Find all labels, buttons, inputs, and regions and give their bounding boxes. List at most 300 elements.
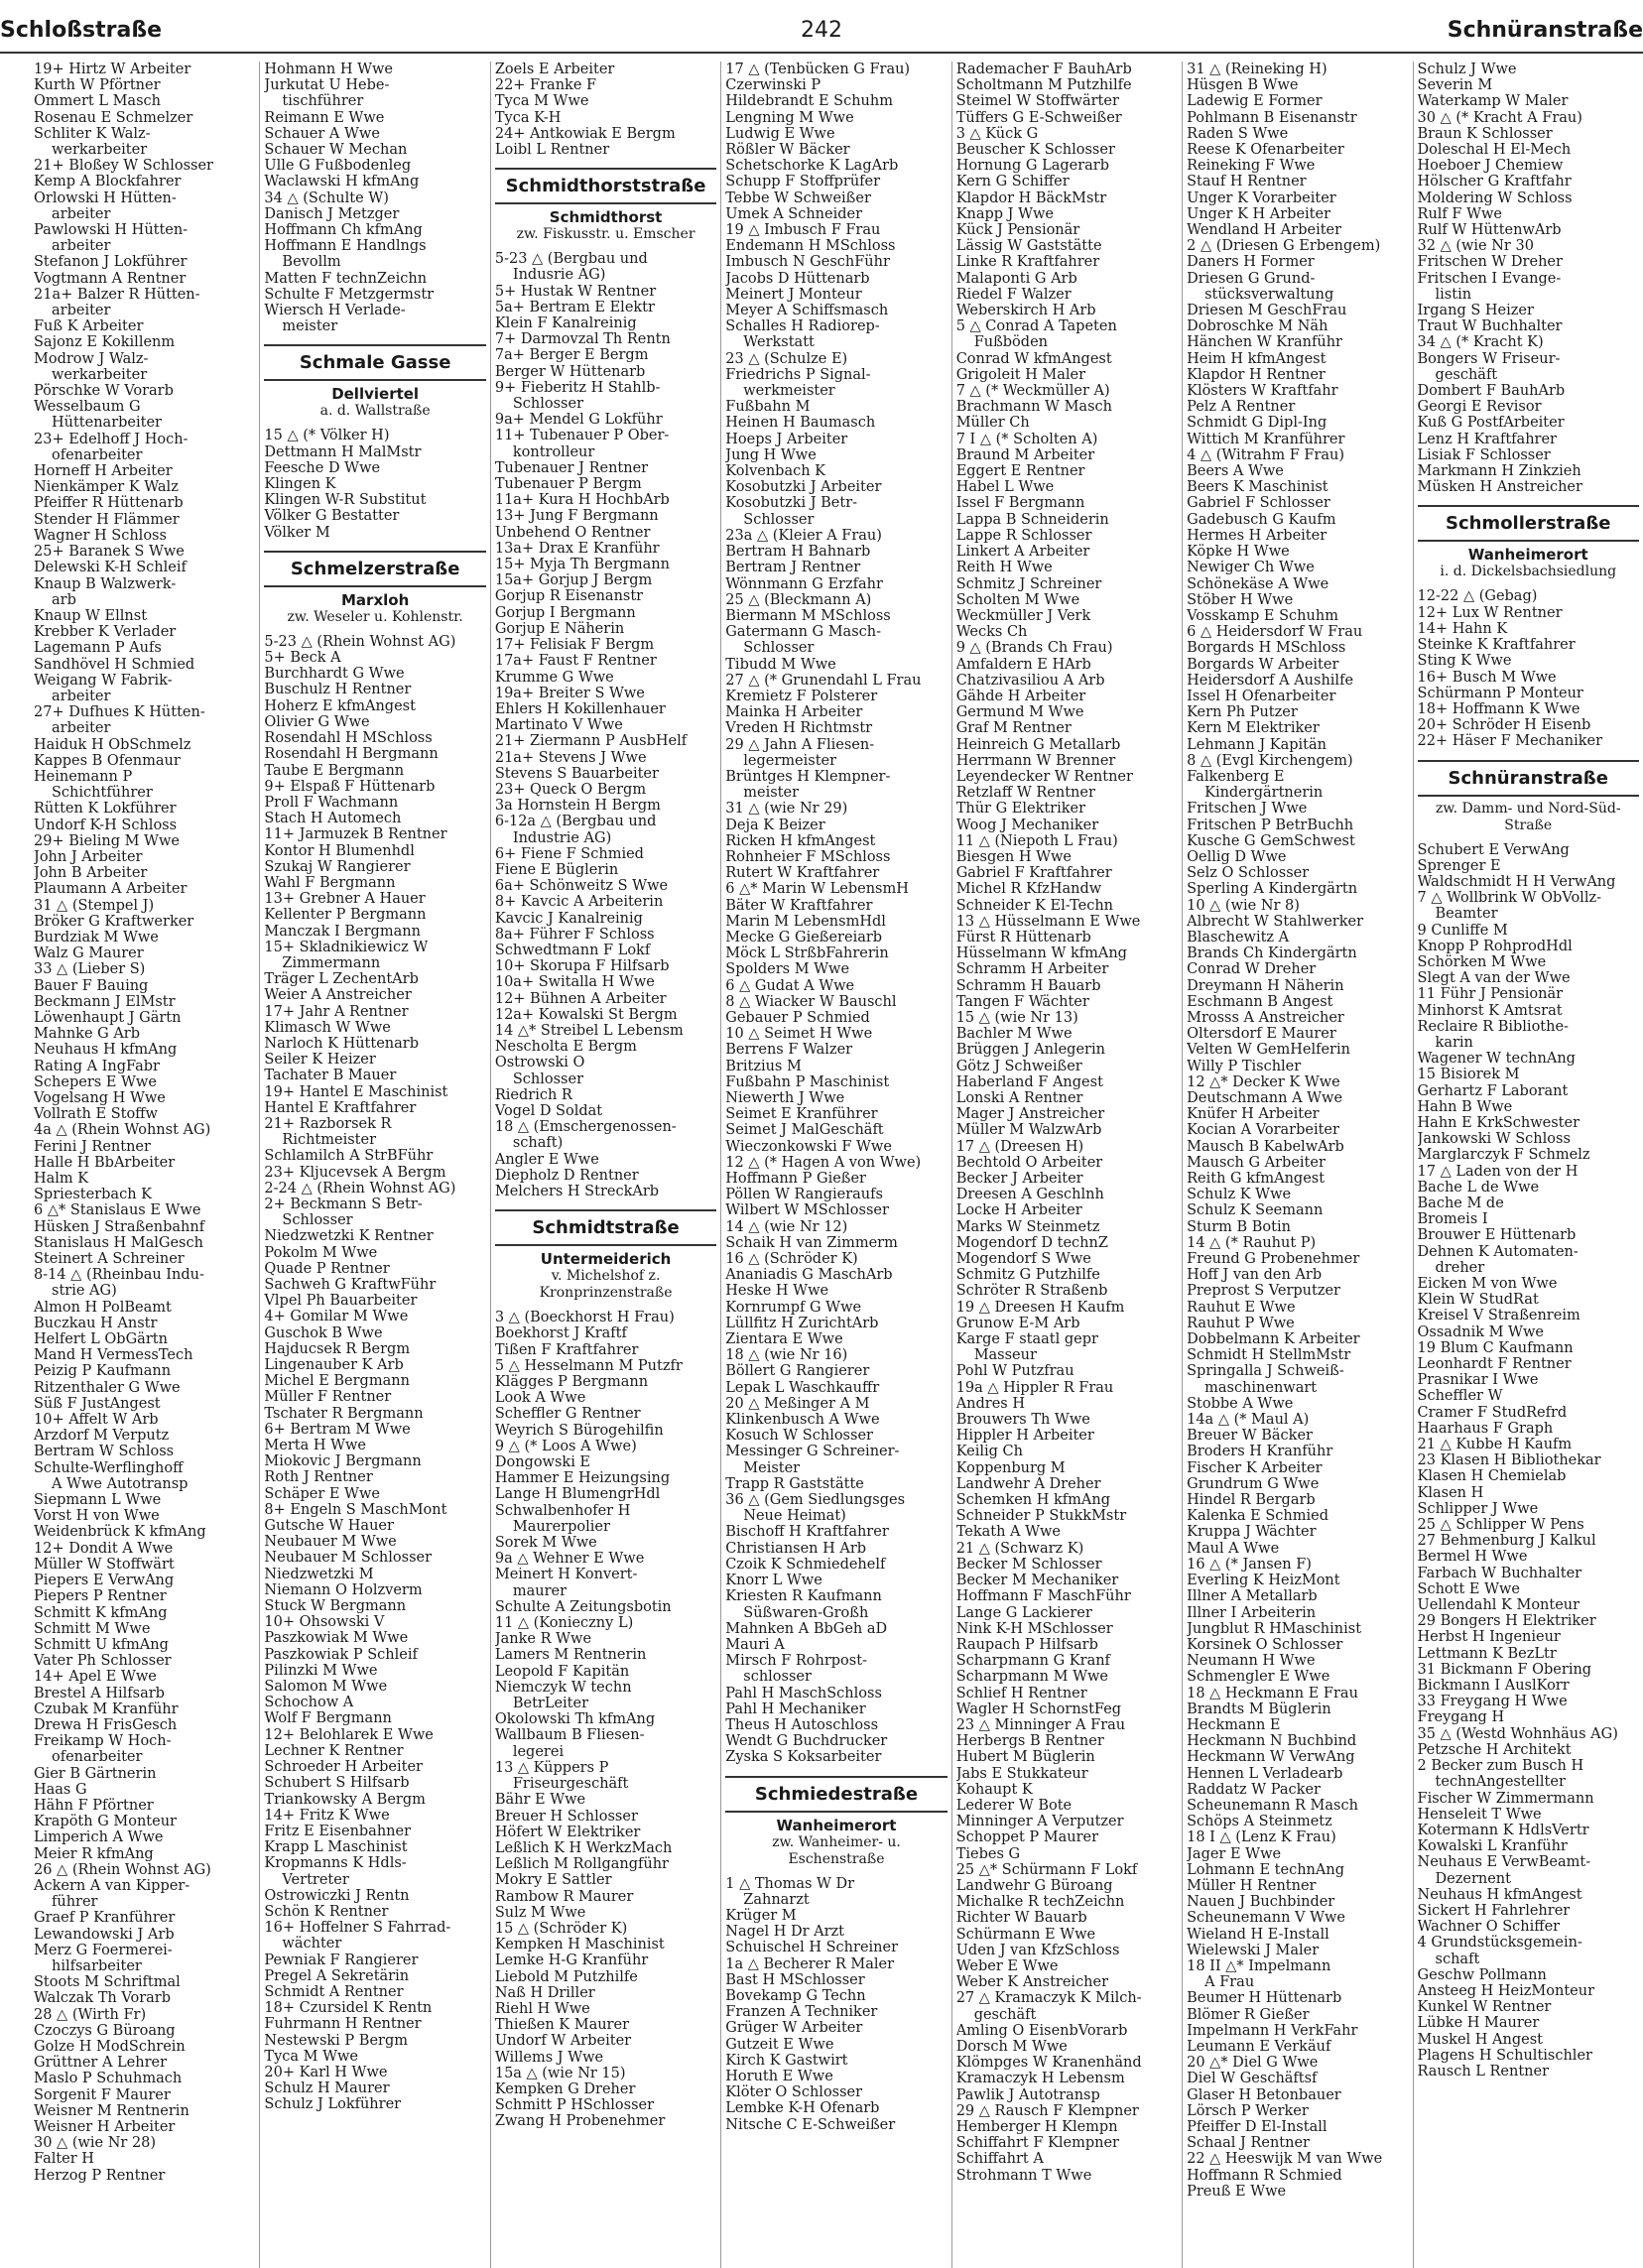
directory-entry: 13 △ Küppers P: [494, 1759, 609, 1776]
directory-entry: Fritschen W Dreher: [1417, 254, 1563, 271]
directory-entry: Ossadnik M Wwe: [1417, 1323, 1544, 1340]
directory-entry: Keilig Ch: [955, 1444, 1023, 1460]
directory-entry: Retzlaff W Rentner: [955, 785, 1095, 802]
directory-entry: Weber K Anstreicher: [955, 1974, 1109, 1991]
directory-entry: Klasen H Chemielab: [1417, 1468, 1567, 1485]
directory-entry-continuation: Vertreter: [282, 1871, 349, 1888]
directory-entry: 15a △ (wie Nr 15): [494, 2065, 626, 2081]
directory-entry: 17+ Jahr A Rentner: [264, 1003, 409, 1020]
directory-entry: Korsinek O Schlosser: [1187, 1636, 1343, 1653]
directory-entry: Dettmann H MalMstr: [264, 443, 422, 460]
directory-entry-continuation: werkarbeiter: [52, 366, 148, 383]
directory-entry: Müller Ch: [955, 415, 1030, 432]
directory-entry-continuation: Indusrie AG): [512, 267, 606, 284]
directory-entry-continuation: Fußböden: [973, 334, 1048, 351]
directory-entry: Rauhut E Wwe: [1187, 1299, 1296, 1316]
directory-entry: 6+ Fiene F Schmied: [494, 845, 644, 862]
directory-entry: Blömer R Gießer: [1187, 2006, 1310, 2023]
directory-entry: Leßlich K H WerkzMach: [494, 1839, 673, 1856]
directory-entry: Schaal J Rentner: [1187, 2135, 1310, 2152]
directory-entry: Oellig D Wwe: [1187, 848, 1287, 865]
directory-entry: Uellendahl K Monteur: [1417, 1597, 1580, 1614]
directory-entry: Rambow R Maurer: [494, 1888, 634, 1905]
directory-entry: Kosobutzki J Betr-: [725, 495, 858, 512]
directory-entry: 12+ Bühnen A Arbeiter: [494, 990, 667, 1007]
directory-entry: Almon H PolBeamt: [34, 1299, 172, 1316]
directory-entry: Vogelsang H Wwe: [34, 1090, 166, 1106]
street-heading: Schmelzerstraße: [264, 551, 485, 587]
directory-entry: Gähde H Arbeiter: [955, 688, 1086, 704]
directory-entry: Lingenauber K Arb: [264, 1357, 404, 1374]
directory-entry-continuation: Dezernent: [1435, 1870, 1511, 1887]
directory-entry: Borgards W Arbeiter: [1187, 656, 1339, 673]
directory-entry: Kern G Schiffer: [955, 174, 1070, 190]
directory-entry: John J Arbeiter: [34, 848, 143, 865]
directory-entry: Stuck W Bergmann: [264, 1598, 407, 1615]
directory-entry: 23 △ Minninger A Frau: [955, 1716, 1126, 1733]
directory-entry: Cramer F StudRefrd: [1417, 1404, 1568, 1421]
directory-entry: 25 △* Schürmann F Lokf: [955, 1861, 1138, 1878]
directory-entry: Völker M: [264, 524, 330, 541]
directory-entry: Delewski K-H Schleif: [34, 560, 187, 576]
directory-entry-continuation: arbeiter: [52, 303, 111, 319]
street-location: i. d. Dickelsbachsiedlung: [1440, 564, 1617, 580]
directory-entry: Vogel D Soldat: [494, 1102, 603, 1119]
directory-entry: Dehnen K Automaten-: [1417, 1243, 1579, 1260]
directory-entry: Brüntges H Klempner-: [725, 768, 891, 785]
directory-entry: Steimel W Stoffwärter: [955, 93, 1119, 110]
directory-entry: Hüsken J Straßenbahnf: [34, 1218, 205, 1235]
street-heading: Schmollerstraße: [1418, 505, 1639, 542]
directory-entry: Hindel R Bergarb: [1187, 1492, 1316, 1509]
directory-entry: Wagener W technAng: [1417, 1051, 1576, 1068]
directory-entry: Biesgen H Wwe: [955, 848, 1072, 865]
directory-entry: Kornrumpf G Wwe: [725, 1299, 862, 1316]
directory-entry-continuation: maschinenwart: [1204, 1379, 1318, 1396]
directory-entry: Schuischel H Schreiner: [725, 1940, 899, 1956]
directory-entry: Lonski A Rentner: [955, 1090, 1083, 1106]
directory-entry: Orlowski H Hütten-: [34, 189, 177, 206]
directory-entry: Knaup W Ellnst: [34, 607, 148, 624]
directory-entry: Berger W Hüttenarb: [494, 363, 646, 380]
directory-entry: Pahl H Mechaniker: [725, 1701, 866, 1717]
directory-entry: Richter W Bauarb: [955, 1910, 1087, 1927]
directory-entry: Lässig W Gaststätte: [955, 238, 1102, 255]
street-heading: Schmidtstraße: [495, 1209, 716, 1246]
directory-entry: Fritschen P BetrBuchh: [1187, 817, 1354, 833]
directory-entry: 10+ Affelt W Arb: [34, 1412, 159, 1429]
directory-entry: Szukaj W Rangierer: [264, 858, 411, 875]
directory-entry: Lange H BlumengrHdl: [494, 1486, 661, 1503]
directory-entry: Meinert H Konvert-: [494, 1567, 638, 1583]
directory-entry: Schauer W Mechan: [264, 142, 408, 159]
directory-entry: 30 △ (wie Nr 28): [34, 2135, 157, 2152]
directory-entry: Spriesterbach K: [34, 1187, 152, 1203]
directory-entry: 29 △ Rausch F Klempner: [955, 2102, 1139, 2119]
directory-entry: Friedrichs P Signal-: [725, 366, 871, 383]
directory-entry: Kern Ph Putzer: [1187, 704, 1298, 721]
directory-entry: Pawlik J Autotransp: [955, 2086, 1100, 2103]
directory-entry: Loibl L Rentner: [494, 142, 610, 159]
directory-entry: Klinkenbusch A Wwe: [725, 1412, 880, 1429]
directory-entry: Dobroschke M Näh: [1187, 318, 1328, 335]
directory-entry: Grüttner A Lehrer: [34, 2055, 168, 2072]
directory-entry: Feesche D Wwe: [264, 459, 381, 476]
directory-entry: Hubert M Büglerin: [955, 1749, 1095, 1766]
directory-entry: 21a+ Stevens J Wwe: [494, 749, 647, 766]
directory-entry: Rulf W HüttenwArb: [1417, 222, 1562, 239]
directory-entry: Schramm H Bauarb: [955, 977, 1101, 994]
directory-entry: Zwang H Probenehmer: [494, 2113, 666, 2130]
directory-entry: Ricken H kfmAngest: [725, 832, 876, 849]
directory-entry: Peizig P Kaufmann: [34, 1363, 172, 1380]
directory-entry: Hoffmann E Handlngs: [264, 238, 427, 255]
directory-entry: Neubauer M Wwe: [264, 1534, 397, 1551]
directory-entry: Look A Wwe: [494, 1390, 586, 1407]
directory-entry: 7+ Darmovzal Th Rentn: [494, 331, 671, 348]
directory-entry: Lisiak F Schlosser: [1417, 446, 1551, 463]
directory-entry-continuation: arbeiter: [52, 688, 111, 704]
directory-entry: Malaponti G Arb: [955, 270, 1077, 287]
directory-entry: Brouwers Th Wwe: [955, 1412, 1090, 1429]
directory-entry: Stoots M Schriftmal: [34, 1974, 181, 1991]
directory-entry: Schulte F Metzgermstr: [264, 286, 435, 303]
directory-entry: Seimet J MalGeschäft: [725, 1122, 884, 1139]
directory-entry: 5+ Hustak W Rentner: [494, 283, 657, 300]
directory-entry: 18+ Hoffmann K Wwe: [1417, 700, 1580, 717]
district-name: Wanheimerort: [1467, 546, 1588, 565]
directory-entry: 19+ Hirtz W Arbeiter: [34, 62, 191, 77]
directory-entry: Bromeis I: [1417, 1211, 1488, 1228]
directory-entry: Sturm B Botin: [1187, 1218, 1291, 1235]
directory-entry: Pohl W Putzfrau: [955, 1363, 1074, 1380]
directory-entry: 27+ Dufhues K Hütten-: [34, 704, 205, 721]
directory-entry: Tyca M Wwe: [494, 93, 589, 110]
directory-entry: 21+ Ziermann P AusbHelf: [494, 733, 688, 750]
directory-entry: 8 △ (Evgl Kirchengem): [1187, 752, 1353, 769]
directory-entry: Bermel H Wwe: [1417, 1549, 1528, 1566]
directory-entry: Wolf F Bergmann: [264, 1710, 392, 1727]
directory-entry: Brandts M Büglerin: [1187, 1701, 1331, 1717]
directory-entry: Schulz K Wwe: [1187, 1187, 1292, 1203]
directory-entry: 10+ Ohsowski V: [264, 1614, 385, 1631]
directory-entry: 22+ Franke F: [494, 77, 597, 94]
directory-entry: Zientara E Wwe: [725, 1331, 843, 1348]
directory-entry: 5 △ Hesselmann M Putzfr: [494, 1357, 683, 1374]
directory-entry: Borgards H MSchloss: [1187, 640, 1346, 657]
directory-entry: Piepers P Rentner: [34, 1588, 167, 1605]
directory-entry-continuation: Schlosser: [282, 1212, 353, 1229]
directory-entry: Dreesen A Geschlnh: [955, 1187, 1104, 1203]
directory-entry: Buczkau H Anstr: [34, 1315, 158, 1331]
directory-entry: Jabs E Stukkateur: [955, 1765, 1088, 1782]
directory-entry-continuation: Schlosser: [512, 396, 583, 413]
directory-entry: Miokovic J Bergmann: [264, 1453, 422, 1470]
directory-entry: Linke R Kraftfahrer: [955, 254, 1100, 271]
directory-entry: Unger K H Arbeiter: [1187, 205, 1331, 222]
directory-entry: Schürmann E Wwe: [955, 1926, 1096, 1943]
directory-entry: Eicken M von Wwe: [1417, 1276, 1558, 1292]
directory-entry: Amling O EisenbVorarb: [955, 2022, 1128, 2039]
directory-entry: Mahnke G Arb: [34, 1026, 141, 1043]
directory-entry: 21a+ Balzer R Hütten-: [34, 286, 200, 303]
directory-entry: Stender H Flämmer: [34, 511, 180, 528]
directory-entry: Schröter R Straßenb: [955, 1283, 1108, 1300]
directory-entry: 23+ Kljucevsek A Bergm: [264, 1164, 446, 1181]
directory-entry: Conrad W kfmAngest: [955, 350, 1112, 367]
directory-entry: Schmidt A Rentner: [264, 1983, 404, 2000]
header-rule: [0, 52, 1643, 54]
street-location: zw. Damm- und Nord-Süd-Straße: [1435, 800, 1621, 833]
directory-entry: 9+ Elspaß F Hüttenarb: [264, 778, 436, 795]
directory-entry: Träger L ZechentArb: [264, 971, 419, 988]
directory-entry: Jacobs D Hüttenarb: [725, 270, 870, 287]
directory-entry: Steinert A Schreiner: [34, 1251, 185, 1268]
directory-entry: 36 △ (Gem Siedlungsges: [725, 1492, 906, 1509]
directory-entry-continuation: A Frau: [1204, 1974, 1255, 1991]
directory-entry: Koppenburg M: [955, 1459, 1066, 1476]
directory-entry: Hahn B Wwe: [1417, 1098, 1513, 1115]
directory-entry: Falkenberg E: [1187, 768, 1285, 785]
directory-entry: Willy P Tischler: [1187, 1058, 1302, 1074]
directory-entry: Hennen L Verladearb: [1187, 1765, 1343, 1782]
directory-entry: 4 △ (Witrahm F Frau): [1187, 446, 1345, 463]
directory-entry: 13+ Grebner A Hauer: [264, 891, 426, 908]
directory-entry: Czoik K Schmiedehelf: [725, 1556, 886, 1573]
directory-entry: Danisch J Metzger: [264, 205, 400, 222]
page-number: 242: [801, 18, 842, 43]
directory-entry: Haarhaus F Graph: [1417, 1420, 1554, 1437]
directory-entry: Franzen A Techniker: [725, 2004, 878, 2021]
directory-entry: Halm K: [34, 1171, 89, 1188]
directory-entry: 22 △ Heeswijk M van Wwe: [1187, 2151, 1383, 2168]
directory-entry: 18 △ (wie Nr 16): [725, 1347, 848, 1364]
directory-entry: Bachler M Wwe: [955, 1026, 1073, 1043]
directory-entry: 6 △* Marin W LebensmH: [725, 881, 909, 898]
directory-entry: Schürmann P Monteur: [1417, 685, 1583, 701]
directory-entry: 12+ Belohlarek E Wwe: [264, 1726, 434, 1743]
directory-entry: 8+ Engeln S MaschMont: [264, 1501, 447, 1518]
directory-entry: Krüger M: [725, 1907, 797, 1924]
directory-entry: 20+ Karl H Wwe: [264, 2064, 388, 2080]
directory-entry: Petzsche H Architekt: [1417, 1741, 1572, 1758]
directory-entry-continuation: legermeister: [743, 752, 837, 769]
directory-entry-continuation: Richtmeister: [282, 1132, 377, 1149]
directory-entry: 12+ Lux W Rentner: [1417, 604, 1563, 621]
directory-entry: Brestel A Hilfsarb: [34, 1685, 165, 1701]
directory-entry: Hahn E KrkSchwester: [1417, 1114, 1580, 1131]
directory-entry: Woog J Mechaniker: [955, 817, 1099, 833]
directory-entry: 25 △ Schlipper W Pens: [1417, 1517, 1584, 1534]
directory-entry: Müller H Rentner: [1187, 1877, 1317, 1894]
directory-entry: Stefanon J Lokführer: [34, 254, 188, 271]
directory-entry: 28 △ (Wirth Fr): [34, 2006, 147, 2023]
directory-entry: Bertram W Schloss: [34, 1444, 175, 1460]
directory-entry: 5+ Beck A: [264, 650, 341, 667]
directory-entry: 13a+ Drax E Kranführ: [494, 540, 660, 557]
directory-entry: Tißen F Kraftfahrer: [494, 1341, 639, 1358]
directory-entry: Fürst R Hüttenarb: [955, 929, 1091, 945]
directory-entry: 5 △ Conrad A Tapeten: [955, 318, 1117, 335]
directory-entry: Klapdor H Rentner: [1187, 366, 1326, 383]
directory-entry: Rulf F Wwe: [1417, 205, 1502, 222]
directory-entry: Leumann E Verkäuf: [1187, 2038, 1331, 2055]
directory-entry: 7 I △ (* Scholten A): [955, 431, 1098, 447]
directory-entry-continuation: Hüttenarbeiter: [52, 415, 162, 432]
directory-entry: 1a △ Becherer R Maler: [725, 1955, 895, 1972]
directory-entry: 5-23 △ (Rhein Wohnst AG): [264, 633, 456, 650]
directory-entry: 15 △ (Schröder K): [494, 1920, 628, 1937]
directory-entry: Martinato V Wwe: [494, 717, 623, 734]
directory-entry: Grunow E-M Arb: [955, 1315, 1080, 1331]
directory-entry: Möck L StrßbFahrerin: [725, 945, 889, 962]
directory-entry: 4+ Gomilar M Wwe: [264, 1309, 409, 1325]
directory-entry: Helfert L ObGärtn: [34, 1331, 168, 1348]
district-name: Untermeiderich: [540, 1250, 672, 1269]
directory-entry: 8a+ Führer F Schloss: [494, 926, 655, 943]
directory-entry: 12-22 △ (Gebag): [1417, 588, 1538, 605]
directory-entry: Conrad W Dreher: [1187, 961, 1317, 978]
directory-entry: Stanislaus H MalGesch: [34, 1234, 203, 1251]
directory-entry: Reith G kfmAngest: [1187, 1171, 1326, 1188]
directory-entry: Triankowsky A Bergm: [264, 1791, 426, 1808]
directory-entry: Freygang H: [1417, 1709, 1505, 1726]
directory-entry: Dreymann H Näherin: [1187, 977, 1344, 994]
directory-entry: Falter H: [34, 2151, 94, 2168]
directory-entry: Burdziak M Wwe: [34, 929, 159, 945]
directory-entry: Lettmann K BezLtr: [1417, 1645, 1557, 1662]
directory-entry: 31 △ (Reineking H): [1187, 62, 1327, 77]
directory-entry: Herzog P Rentner: [34, 2167, 166, 2184]
directory-entry: Hornung G Lagerarb: [955, 158, 1110, 175]
directory-entry: Scholtmann M Putzhilfe: [955, 77, 1132, 94]
directory-entry: 16+ Busch M Wwe: [1417, 669, 1557, 686]
directory-entry: 23+ Queck O Bergm: [494, 781, 647, 798]
directory-entry: Klein F Kanalreinig: [494, 315, 637, 332]
directory-entry: Kalenka E Schmied: [1187, 1508, 1329, 1525]
directory-entry: 11+ Tubenauer P Ober-: [494, 428, 670, 444]
directory-entry: 23 △ (Schulze E): [725, 350, 848, 367]
directory-entry: 21 △ Kubbe H Kaufm: [1417, 1437, 1573, 1453]
directory-entry: Lamers M Rentnerin: [494, 1647, 647, 1664]
directory-entry: Rutert W Kraftfahrer: [725, 865, 880, 882]
directory-entry: Schulz J Wwe: [1417, 62, 1517, 77]
directory-entry: Wönnmann G Erzfahr: [725, 575, 883, 592]
directory-entry: Heinreich G Metallarb: [955, 736, 1121, 753]
directory-entry: Schiffahrt F Klempner: [955, 2135, 1119, 2152]
directory-entry: Tubenauer P Bergm: [494, 476, 642, 493]
directory-entry: Vreden H Richtmstr: [725, 720, 873, 737]
directory-entry: Siepmann L Wwe: [34, 1492, 162, 1509]
directory-entry: Rütten K Lokführer: [34, 801, 177, 818]
directory-entry: 31 Bickmann F Obering: [1417, 1661, 1592, 1678]
directory-entry: Haiduk H ObSchmelz: [34, 736, 191, 753]
directory-entry: Hüsselmann W kfmAng: [955, 945, 1127, 962]
directory-entry: Lübke H Maurer: [1417, 2015, 1540, 2032]
directory-entry: Lederer W Bote: [955, 1797, 1073, 1814]
directory-entry: Heckmann W VerwAng: [1187, 1749, 1355, 1766]
directory-entry: Beckmann J ElMstr: [34, 993, 176, 1010]
directory-entry: Seiler K Heizer: [264, 1052, 376, 1069]
directory-entry-continuation: BetrLeiter: [512, 1696, 589, 1712]
directory-entry: 11 △ (Konieczny L): [494, 1615, 634, 1632]
directory-entry: Germund M Wwe: [955, 704, 1084, 721]
directory-entry: Tiebes G: [955, 1845, 1021, 1862]
directory-entry: Nescholta E Bergm: [494, 1039, 637, 1056]
directory-entry: Tangen F Wächter: [955, 993, 1089, 1010]
directory-entry: Scheunemann V Wwe: [1187, 1910, 1345, 1927]
directory-entry-continuation: führer: [52, 1894, 98, 1911]
directory-entry: Piepers E VerwAng: [34, 1573, 175, 1589]
directory-entry-continuation: wächter: [282, 1936, 342, 1953]
directory-entry: Broders H Kranführ: [1187, 1444, 1333, 1460]
directory-entry-continuation: schlosser: [743, 1669, 812, 1686]
directory-entry: Nitsche C E-Schweißer: [725, 2116, 896, 2133]
directory-entry: Scheunemann R Masch: [1187, 1797, 1358, 1814]
directory-entry: Schneider K El-Techn: [955, 897, 1114, 914]
directory-entry: Moldering W Schloss: [1417, 189, 1573, 206]
directory-entry: Ostrowiczki J Rentn: [264, 1887, 410, 1904]
directory-entry: Kemp A Blockfahrer: [34, 174, 182, 190]
directory-entry: Rosendahl H MSchloss: [264, 730, 433, 747]
directory-entry: Kappes B Ofenmaur: [34, 752, 181, 769]
directory-entry: 12a+ Kowalski St Bergm: [494, 1006, 678, 1023]
directory-entry: Driesen M GeschFrau: [1187, 303, 1347, 319]
directory-entry: Schulz H Maurer: [264, 2080, 390, 2097]
directory-entry: Weier A Anstreicher: [264, 987, 412, 1004]
directory-entry: Tachater B Mauer: [264, 1068, 397, 1084]
directory-entry: 19 △ Dreesen H Kaufm: [955, 1299, 1125, 1316]
directory-entry: Hermes H Arbeiter: [1187, 527, 1327, 544]
directory-entry-continuation: dreher: [1435, 1259, 1485, 1276]
directory-entry: Maul A Wwe: [1187, 1540, 1280, 1557]
directory-entry: 19 △ Imbusch F Frau: [725, 222, 881, 239]
directory-entry: Proll F Wachmann: [264, 794, 399, 811]
directory-entry: 32 △ (wie Nr 30: [1417, 238, 1534, 255]
directory-entry: Issel F Bergmann: [955, 495, 1085, 512]
directory-entry: Britzius M: [725, 1058, 802, 1074]
directory-entry: Fritz E Eisenbahner: [264, 1823, 412, 1839]
directory-entry: 20+ Schröder H Eisenb: [1417, 717, 1591, 734]
directory-entry: Wendland H Arbeiter: [1187, 222, 1342, 239]
directory-entry: Neuhaus E VerwBeamt-: [1417, 1854, 1591, 1871]
directory-entry: Mogendorf S Wwe: [955, 1251, 1091, 1268]
directory-entry: Czoczys G Büroang: [34, 2022, 176, 2039]
directory-entry: Brouwer E Hüttenarb: [1417, 1227, 1577, 1244]
directory-entry: Plaumann A Arbeiter: [34, 881, 188, 898]
street-location: zw. Wanheimer- u. Eschenstraße: [772, 1833, 901, 1867]
directory-entry-continuation: Masseur: [973, 1347, 1037, 1364]
column-5: [951, 62, 1182, 2268]
directory-entry: Mauri A: [725, 1636, 785, 1653]
directory-entry-continuation: kontrolleur: [512, 443, 595, 460]
directory-entry: 24+ Antkowiak E Bergm: [494, 125, 676, 142]
directory-entry: Illner I Arbeiterin: [1187, 1604, 1317, 1621]
directory-entry: Fiene E Büglerin: [494, 861, 619, 878]
directory-entry: 30 △ (* Kracht A Frau): [1417, 109, 1582, 126]
directory-entry: 8 △ Wiacker W Bauschl: [725, 993, 897, 1010]
directory-entry: Hohmann H Wwe: [264, 62, 393, 77]
directory-entry: Lüllfitz H ZurichtArb: [725, 1315, 879, 1331]
directory-entry: Newiger Ch Wwe: [1187, 560, 1315, 576]
directory-entry: Heckmann N Buchbind: [1187, 1733, 1357, 1750]
directory-entry: 2+ Beckmann S Betr-: [264, 1196, 423, 1212]
directory-entry: Karge F staatl gepr: [955, 1331, 1098, 1348]
directory-entry: Fischer K Arbeiter: [1187, 1459, 1323, 1476]
directory-entry: Schemken H kfmAng: [955, 1492, 1110, 1509]
directory-entry: 3 △ (Boeckhorst H Frau): [494, 1310, 675, 1326]
directory-entry: Trapp R Gaststätte: [725, 1475, 864, 1492]
